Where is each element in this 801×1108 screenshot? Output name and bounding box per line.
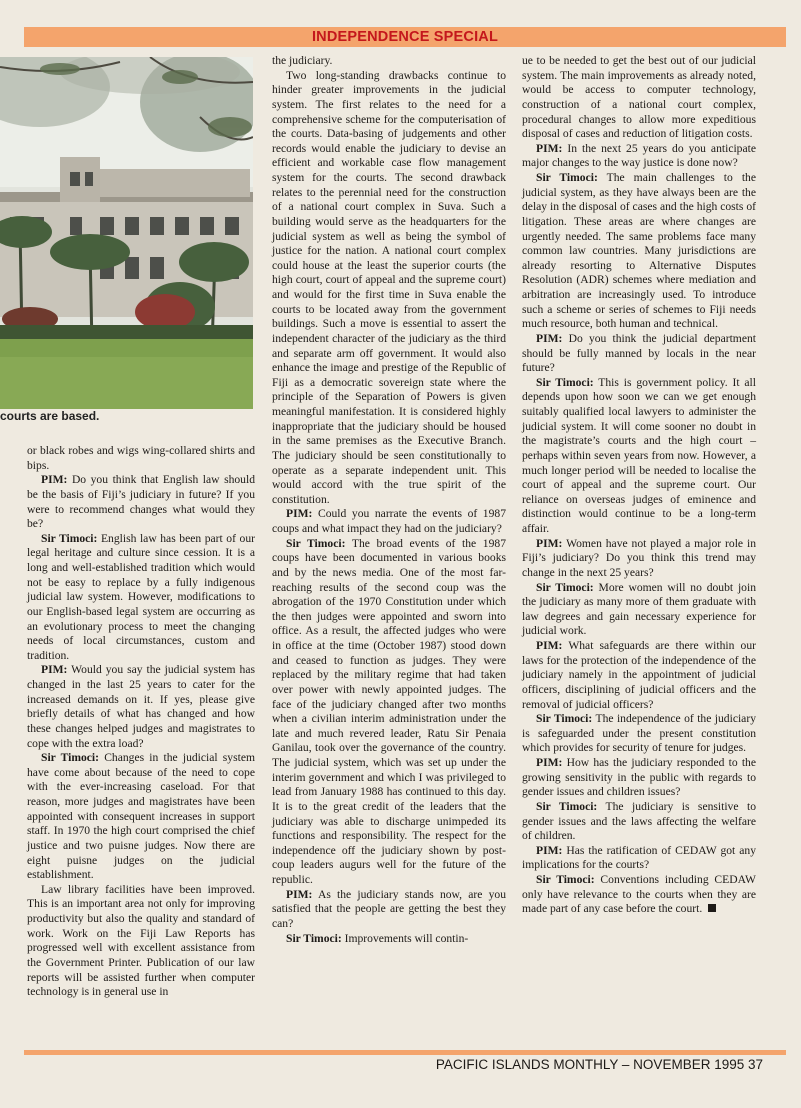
paragraph bbox=[272, 537, 506, 888]
section-title: INDEPENDENCE SPECIAL bbox=[311, 29, 499, 45]
paragraph-text: Conventions including CEDAW only have relevance to the courts when they are made part of any case before the court. bbox=[522, 873, 756, 916]
speaker-label: Sir Timoci: bbox=[536, 375, 594, 389]
paragraph bbox=[27, 532, 255, 664]
paragraph bbox=[27, 473, 255, 532]
paragraph-text: the judiciary. bbox=[272, 54, 333, 67]
paragraph-text: ue to be needed to get the best out of our judicial system. The main improvements as already noted, would be access to computer technology, construction of a national court complex, procedural changes to allow more expeditious disposal of cases and reduction of litigation costs. bbox=[522, 54, 756, 141]
paragraph-text: Changes in the judicial system have come about because of the need to cope with the ever-increasing caseload. For that reason, more judges and magistrates have been appointed with consequent increases in support staff. In 1970 the high court comprised the chief justice and two puisne judges. Now there are eight puisne judges on the judicial establishment. bbox=[27, 751, 255, 882]
speaker-label: PIM: bbox=[286, 887, 313, 901]
speaker-label: Sir Timoci: bbox=[286, 931, 342, 945]
article-column-1 bbox=[27, 444, 255, 1000]
speaker-label: Sir Timoci: bbox=[536, 580, 594, 594]
paragraph bbox=[522, 332, 756, 376]
paragraph bbox=[522, 844, 756, 873]
paragraph bbox=[522, 54, 756, 142]
paragraph-text: Two long-standing drawbacks continue to hinder greater improvements in the judicial system. The first relates to the need for a comprehensive scheme for the computerisation of the courts. Data-basing of judgements and other records would enable the judiciary to devise an efficient and workable case flow management system for the courts. The second drawback relates to the perennial need for the construction of a national court complex in Suva. Such a building would serve as the headquarters for the judicial system as well as being the symbol of justice for the nation. A national court complex could house at the least the superior courts (the high court, court of appeal and the supreme court) and would for the first time in Suva enable the courts to be located away from the government buildings. Such a move is essential to assert the independent character of the judiciary as the third and separate arm off government. It would also enhance the image and prestige of the Republic of Fiji as a democratic sovereign state where the principle of the Separation of Powers is given meaningful manifestation. It is considered highly inappropriate that the judiciary should be housed in the same premises as the Executive Branch. The judiciary should be seen constitutionally to operate as a separate independent unit. This would accord with the true spirit of the constitution. bbox=[272, 68, 506, 506]
speaker-label: PIM: bbox=[536, 843, 563, 857]
paragraph-text: Improvements will contin- bbox=[341, 931, 469, 945]
paragraph-text: or black robes and wigs wing-collared shirts and bips. bbox=[27, 444, 255, 472]
paragraph bbox=[272, 507, 506, 536]
paragraph bbox=[27, 883, 255, 1000]
speaker-label: PIM: bbox=[536, 141, 563, 155]
speaker-label: Sir Timoci: bbox=[41, 531, 98, 545]
speaker-label: PIM: bbox=[536, 756, 563, 769]
paragraph bbox=[272, 69, 506, 508]
paragraph-text: As the judiciary stands now, are you satisfied that the people are getting the best they can? bbox=[272, 887, 506, 930]
paragraph bbox=[522, 639, 756, 712]
paragraph bbox=[522, 873, 756, 917]
paragraph bbox=[522, 376, 756, 537]
speaker-label: PIM: bbox=[536, 536, 563, 550]
speaker-label: PIM: bbox=[41, 663, 68, 677]
article-column-2 bbox=[272, 54, 506, 946]
speaker-label: Sir Timoci: bbox=[536, 712, 593, 726]
paragraph bbox=[272, 888, 506, 932]
paragraph-text: Women have not played a major role in Fiji’s judiciary? Do you think this trend may change in the next 25 years? bbox=[522, 536, 756, 579]
paragraph bbox=[522, 171, 756, 332]
paragraph bbox=[522, 581, 756, 640]
paragraph bbox=[272, 932, 506, 947]
paragraph-text: How has the judiciary responded to the growing sensitivity in the public with regards to gender issues and children issues? bbox=[522, 756, 756, 799]
paragraph-text: This is government policy. It all depends upon how soon we can we get enough suitably qualified local lawyers to administer the judicial system. It will come sooner no doubt in the magistrate’s courts and the high court – perhaps within seven years from now. However, a much longer period will be needed to localise the court of appeal and the supreme court. Our reliance on overseas judges of eminence and distinction would continue to be a long-term affair. bbox=[522, 375, 756, 535]
speaker-label: PIM: bbox=[41, 473, 68, 487]
paragraph bbox=[522, 756, 756, 800]
paragraph-text: In the next 25 years do you anticipate major changes to the way justice is done now? bbox=[522, 141, 756, 170]
paragraph bbox=[522, 537, 756, 581]
end-of-article-mark bbox=[708, 904, 716, 912]
speaker-label: Sir Timoci: bbox=[536, 799, 598, 813]
paragraph-text: Would you say the judicial system has changed in the last 25 years to cater for the increased demands on it. If yes, please give briefly details of what has changed and how these changes helped judges and magistrates to cope with the extra load? bbox=[27, 663, 255, 750]
paragraph bbox=[522, 712, 756, 756]
paragraph-text: English law has been part of our legal heritage and culture since cession. It is a long and well-established tradition which would not be easy to replace by a fully indigenous judicial law system. However, modifications to our English-based legal system are occurring as an evolutionary process to meet the changing needs of local circumstances, custom and tradition. bbox=[27, 531, 255, 662]
paragraph bbox=[272, 54, 506, 69]
paragraph bbox=[27, 444, 255, 473]
speaker-label: Sir Timoci: bbox=[536, 171, 598, 184]
paragraph-text: Do you think that English law should be the basis of Fiji’s judiciary in future? If you were to recommend changes what would they be? bbox=[27, 473, 255, 531]
paragraph-text: Has the ratification of CEDAW got any implications for the courts? bbox=[522, 843, 756, 872]
article-column-3 bbox=[522, 54, 756, 917]
speaker-label: Sir Timoci: bbox=[41, 751, 100, 765]
courthouse-photo bbox=[0, 57, 253, 409]
footer-rule bbox=[24, 1050, 786, 1055]
paragraph-text: The main challenges to the judicial system, as they have always been are the delay in the disposal of cases and the high costs of litigation. These areas are where changes are urgently needed. The same problems face many common law countries. Many jurisdictions are already resorting to Alternative Disputes Resolution (ADR) schemes where mediation and arbitration are increasingly used. To introduce such a scheme or series of schemes to Fiji needs much resource, both human and technical. bbox=[522, 171, 756, 331]
photo-caption: courts are based. bbox=[0, 409, 100, 423]
paragraph-text: Could you narrate the events of 1987 coups and what impact they had on the judiciary? bbox=[272, 507, 506, 535]
paragraph bbox=[27, 751, 255, 883]
section-header-bar bbox=[24, 27, 786, 47]
paragraph-text: The independence of the judiciary is safeguarded under the present constitution which provides for security of tenure for judges. bbox=[522, 712, 756, 755]
paragraph bbox=[522, 800, 756, 844]
speaker-label: PIM: bbox=[536, 331, 563, 345]
paragraph-text: Law library facilities have been improved. This is an important area not only for improving productivity but also the quality and standard of work. Work on the Fiji Law Reports has progressed well with excellent assistance from the Government Printer. Publication of our law reports will be assisted further when computer technology is in general use in bbox=[27, 882, 255, 999]
paragraph bbox=[522, 142, 756, 171]
speaker-label: PIM: bbox=[536, 639, 563, 652]
page-footer: PACIFIC ISLANDS MONTHLY – NOVEMBER 1995 37 bbox=[435, 1057, 763, 1072]
paragraph-text: The broad events of the 1987 coups have been documented in various books and by the news media. One of the most far-reaching results of the second coup was the abrogation of the 1970 Constitution under which the then judges were appointed and sworn into office. As a result, the affected judges who were in office at the time (October 1987) stood down and ceased to function as judges. They were replaced by the military regime that had taken over power with newly appointed judges. The face of the judiciary changed after two months when a civilian interim administration under the late and much revered leader, Ratu Sir Penaia Ganilau, took over the governance of the country. The judicial system, which was set up under the interim government and which I was privileged to lead from January 1988 has continued to this day. It is to the great credit of the leaders that the judiciary was able to discharge unimpeded its functions and responsibility. The respect for the independence off the judiciary shown by post-coup leaders augurs well for the future of the republic. bbox=[272, 536, 506, 886]
paragraph-text: Do you think the judicial department should be fully manned by locals in the near future? bbox=[522, 331, 756, 375]
speaker-label: Sir Timoci: bbox=[286, 536, 346, 550]
paragraph-text: More women will no doubt join the judiciary as many more of them graduate with law degrees and gain necessary experience for judicial work. bbox=[522, 580, 756, 638]
speaker-label: Sir Timoci: bbox=[536, 873, 595, 886]
paragraph bbox=[27, 663, 255, 751]
speaker-label: PIM: bbox=[286, 507, 313, 521]
paragraph-text: What safeguards are there within our laws for the protection of the independence of the judiciary namely in the appointment of judicial officers, disciplining of judicial officers and the removal of judicial officers? bbox=[522, 639, 756, 711]
paragraph-text: The judiciary is sensitive to gender issues and the laws affecting the welfare of children. bbox=[522, 799, 756, 843]
